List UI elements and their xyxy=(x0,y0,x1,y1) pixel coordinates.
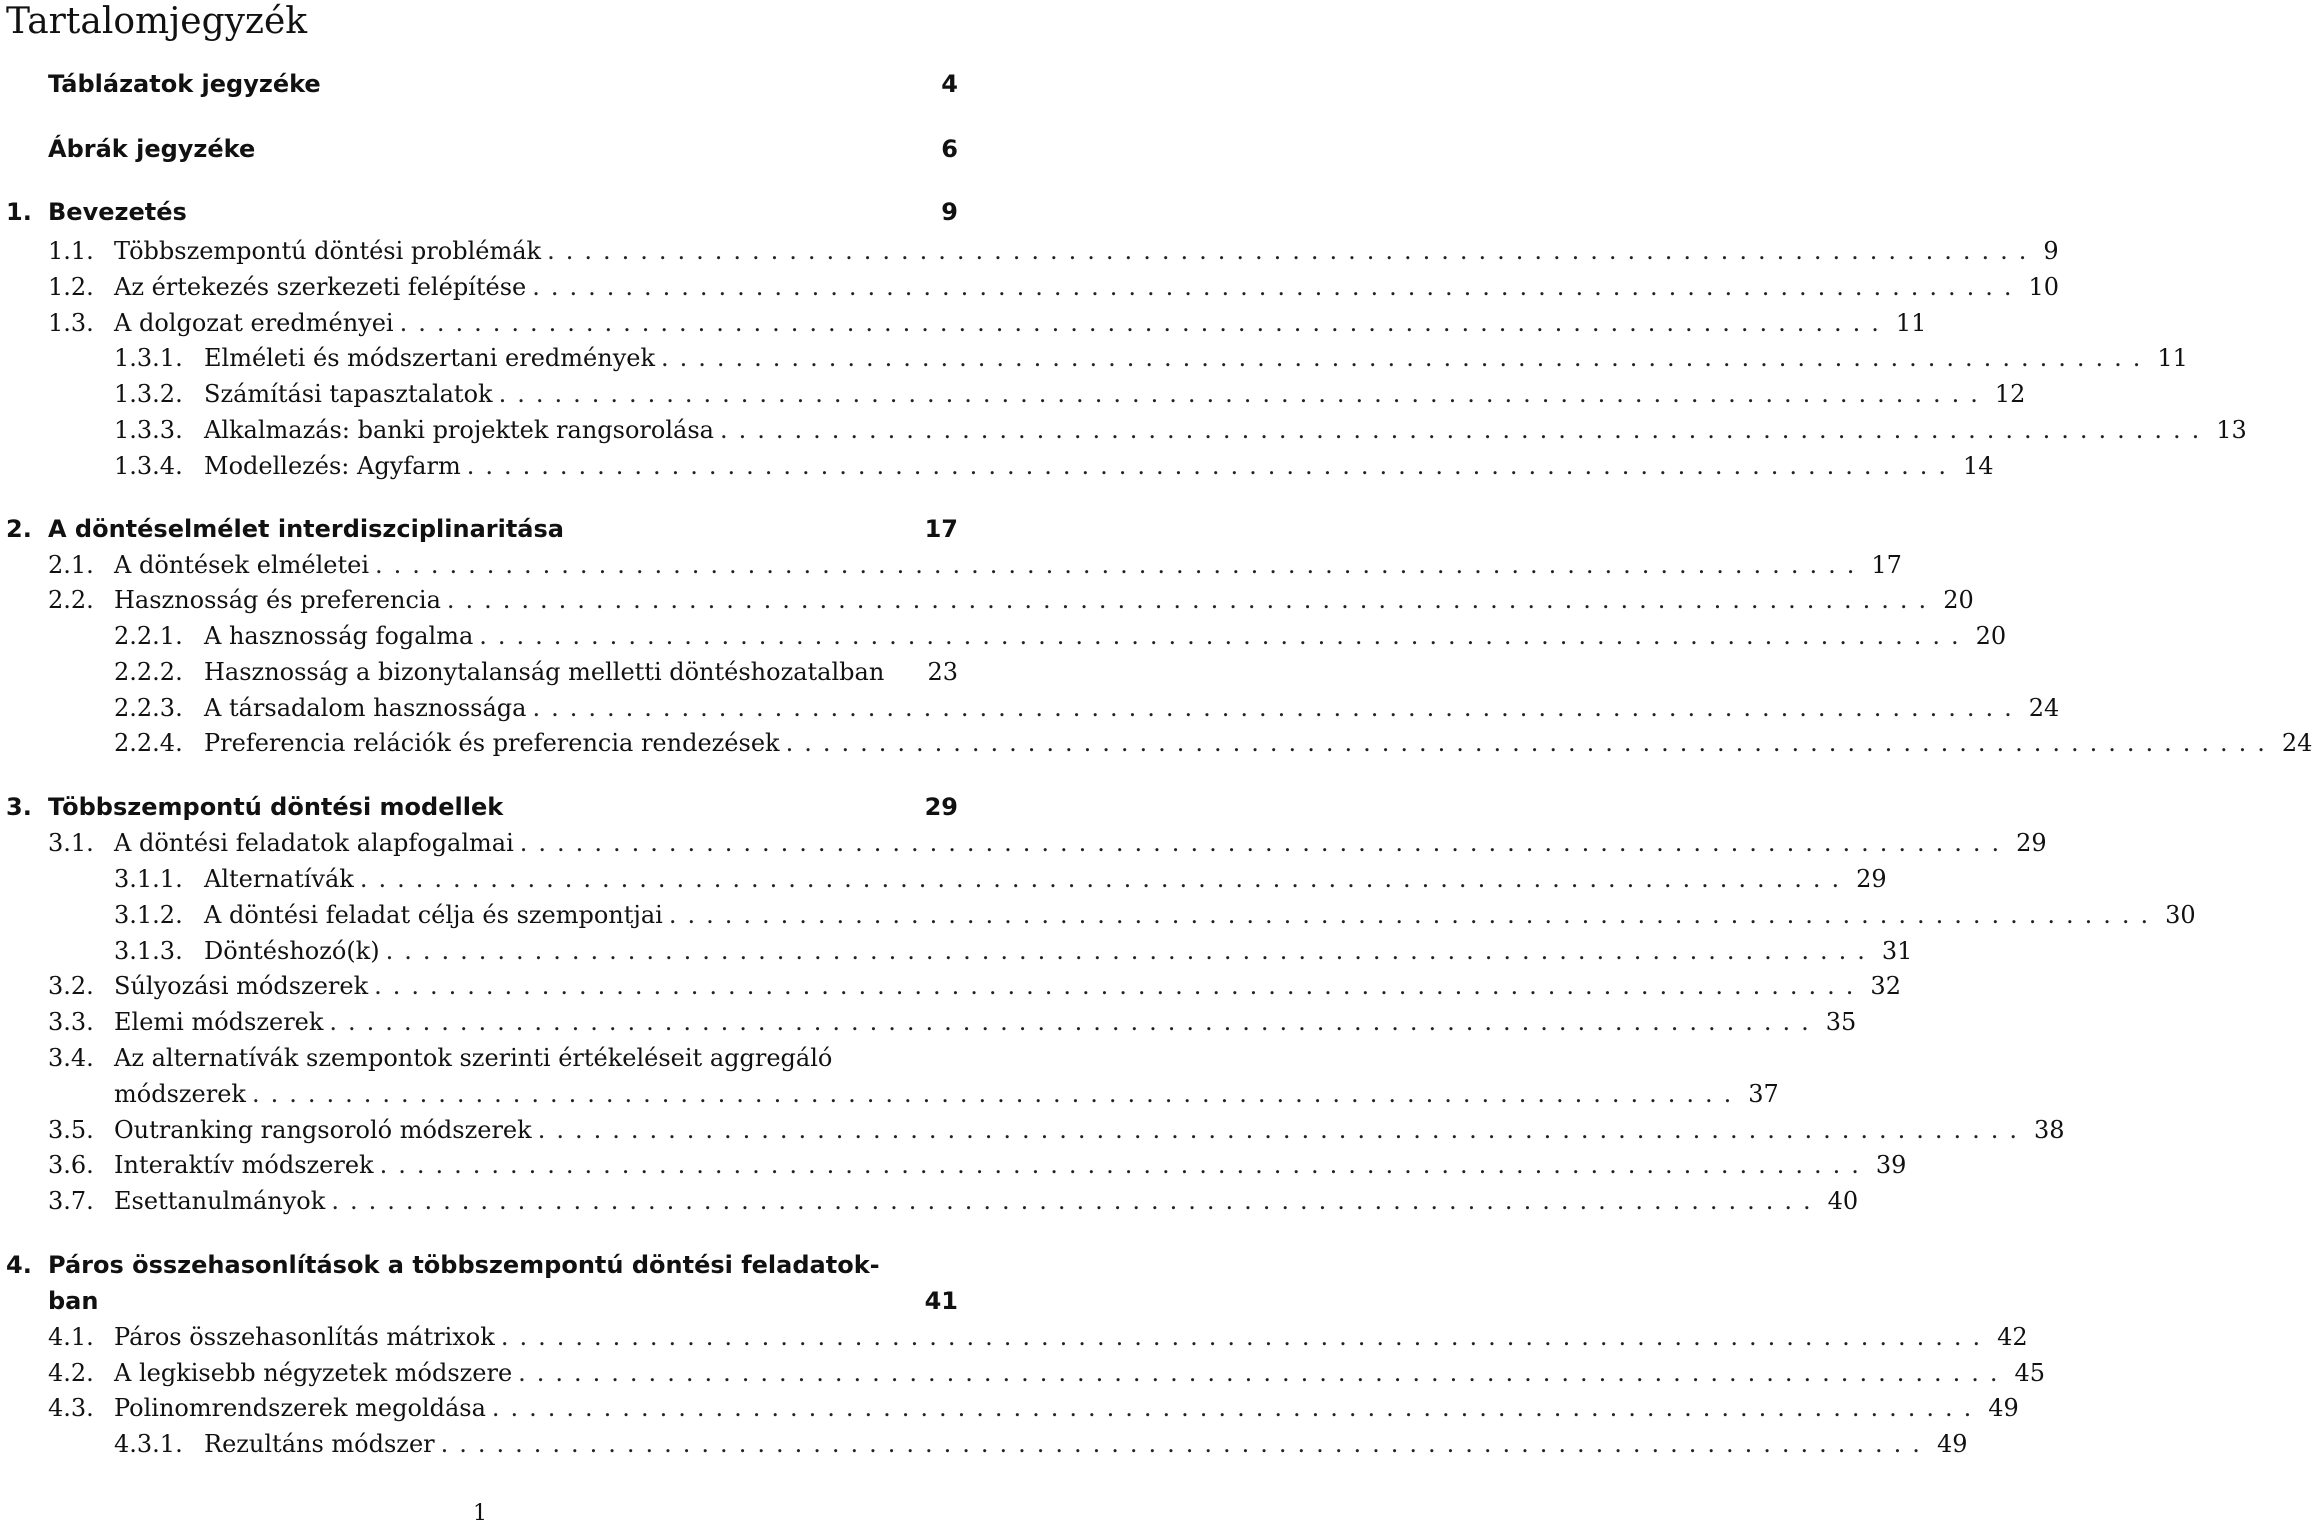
toc-entry-number: 4. xyxy=(6,1251,32,1279)
toc-leader-dots: ................................................................................ xyxy=(374,972,1865,1000)
toc-entry[interactable] xyxy=(0,901,2196,935)
toc-leader-dots: ................................................................................ xyxy=(661,344,2152,372)
toc-entry[interactable] xyxy=(0,70,960,104)
toc-entry-page: 49 xyxy=(1936,1430,1968,1458)
toc-entry-number: 2.2.3. xyxy=(114,694,183,722)
toc-leader-dots: ................................................................................ xyxy=(532,694,2023,722)
toc-entry-title: Számítási tapasztalatok xyxy=(204,380,493,408)
toc-entry-page: 42 xyxy=(1997,1323,2028,1351)
toc-entry-title: Outranking rangsoroló módszerek xyxy=(114,1116,532,1144)
toc-entry[interactable] xyxy=(0,515,960,549)
toc-entry-page: 29 xyxy=(924,793,958,821)
toc-entry-title: Polinomrendszerek megoldása xyxy=(114,1394,486,1422)
toc-leader-dots: ................................................................................ xyxy=(399,309,1890,337)
toc-entry-page: 6 xyxy=(941,135,958,163)
toc-entry[interactable] xyxy=(0,1323,2028,1357)
toc-leader-dots: ................................................................................ xyxy=(379,1151,1870,1179)
toc-entry[interactable] xyxy=(0,237,2059,271)
toc-entry-page: 49 xyxy=(1988,1394,2019,1422)
toc-entry-title: Páros összehasonlítás mátrixok xyxy=(114,1323,495,1351)
toc-entry-number: 1.2. xyxy=(48,273,94,301)
toc-entry[interactable] xyxy=(0,273,2060,307)
toc-entry[interactable] xyxy=(0,135,960,169)
toc-entry[interactable] xyxy=(0,937,1913,971)
toc-leader-dots: ................................................................................ xyxy=(440,1430,1931,1458)
toc-entry[interactable] xyxy=(0,1044,960,1078)
toc-entry-title: A hasznosság fogalma xyxy=(204,622,474,650)
toc-entry-title: A dolgozat eredményei xyxy=(114,309,394,337)
toc-entry-number: 4.3. xyxy=(48,1394,94,1422)
toc-entry[interactable] xyxy=(0,972,1901,1006)
toc-entry[interactable] xyxy=(0,1251,960,1285)
toc-entry-title: A döntések elméletei xyxy=(114,551,370,579)
toc-entry-page: 17 xyxy=(924,515,958,543)
toc-entry[interactable] xyxy=(0,309,1927,343)
toc-entry-number: 2.2.2. xyxy=(114,658,183,686)
toc-entry-title: Elméleti és módszertani eredmények xyxy=(204,344,656,372)
toc-entry-number: 3.3. xyxy=(48,1008,94,1036)
toc-entry-number: 3.6. xyxy=(48,1151,94,1179)
toc-entry-title: Interaktív módszerek xyxy=(114,1151,374,1179)
toc-leader-dots: ................................................................................ xyxy=(359,865,1851,893)
toc-entry[interactable] xyxy=(0,1187,1859,1221)
toc-entry-title: A döntési feladatok alapfogalmai xyxy=(114,829,514,857)
toc-entry-number: 1.3.3. xyxy=(114,416,183,444)
toc-entry-number: 3.1.3. xyxy=(114,937,183,965)
page-number: 1 xyxy=(473,1501,487,1526)
toc-entry-title: Alternatívák xyxy=(204,865,354,893)
toc-entry-title: Többszempontú döntési modellek xyxy=(48,793,504,821)
toc-entry-title: Döntéshozó(k) xyxy=(204,937,380,965)
toc-leader-dots: ................................................................................ xyxy=(385,937,1876,965)
toc-entry-title: Elemi módszerek xyxy=(114,1008,324,1036)
toc-entry-title: Az értekezés szerkezeti felépítése xyxy=(114,273,527,301)
toc-entry[interactable] xyxy=(0,865,1887,899)
toc-entry-title: Hasznosság a bizonytalanság melletti döntéshozatalban xyxy=(204,658,885,686)
toc-entry-title: A legkisebb négyzetek módszere xyxy=(114,1359,513,1387)
toc-leader-dots: ................................................................................ xyxy=(466,452,1958,480)
toc-leader-dots: ................................................................................ xyxy=(518,1359,2009,1387)
toc-entry-page: 31 xyxy=(1881,937,1913,965)
toc-entry-page: 12 xyxy=(1994,380,2026,408)
toc-leader-dots: ................................................................................ xyxy=(329,1008,1820,1036)
toc-entry-number: 2. xyxy=(6,515,32,543)
toc-leader-dots: ................................................................................ xyxy=(500,1323,1992,1351)
toc-entry[interactable] xyxy=(0,380,2026,414)
toc-leader-dots: ................................................................................ xyxy=(491,1394,1983,1422)
toc-entry-number: 4.3.1. xyxy=(114,1430,183,1458)
toc-entry-number: 2.1. xyxy=(48,551,94,579)
toc-entry-page: 14 xyxy=(1963,452,1994,480)
toc-leader-dots: ................................................................................ xyxy=(547,237,2038,265)
toc-leader-dots: ................................................................................ xyxy=(719,416,2211,444)
toc-leader-dots: ................................................................................ xyxy=(331,1187,1822,1215)
page-title: Tartalomjegyzék xyxy=(6,1,308,42)
toc-entry[interactable] xyxy=(0,1394,2019,1428)
toc-entry-title: ban xyxy=(48,1287,99,1315)
toc-entry-page: 9 xyxy=(941,198,958,226)
toc-entry[interactable] xyxy=(0,551,1902,585)
toc-entry-title: Alkalmazás: banki projektek rangsorolása xyxy=(204,416,714,444)
toc-entry[interactable] xyxy=(0,1287,960,1321)
toc-entry-number: 2.2.1. xyxy=(114,622,183,650)
toc-leader-dots: ................................................................................ xyxy=(519,829,2011,857)
toc-entry[interactable] xyxy=(0,1008,1857,1042)
toc-entry-page: 4 xyxy=(941,70,958,98)
toc-entry-number: 3.1.1. xyxy=(114,865,183,893)
toc-leader-dots: ................................................................................ xyxy=(251,1080,1743,1108)
toc-entry[interactable] xyxy=(0,658,960,692)
toc-entry-page: 24 xyxy=(2281,729,2312,757)
toc-entry-number: 2.2. xyxy=(48,586,94,614)
toc-entry-page: 9 xyxy=(2043,237,2059,265)
toc-leader-dots: ................................................................................ xyxy=(532,273,2023,301)
toc-entry[interactable] xyxy=(0,1116,2065,1150)
toc-entry-page: 35 xyxy=(1825,1008,1857,1036)
toc-entry-page: 20 xyxy=(1943,586,1974,614)
toc-entry[interactable] xyxy=(0,344,2188,378)
toc-entry-number: 1.3.2. xyxy=(114,380,183,408)
toc-entry-title: Preferencia relációk és preferencia rendezések xyxy=(204,729,780,757)
toc-entry-page: 37 xyxy=(1748,1080,1779,1108)
toc-entry-page: 30 xyxy=(2165,901,2196,929)
toc-entry-title: Súlyozási módszerek xyxy=(114,972,369,1000)
toc-entry-title: Ábrák jegyzéke xyxy=(48,135,256,163)
toc-entry-title: A döntéselmélet interdiszciplinaritása xyxy=(48,515,564,543)
toc-leader-dots: ................................................................................ xyxy=(479,622,1970,650)
toc-entry[interactable] xyxy=(0,198,960,232)
toc-entry-page: 29 xyxy=(2016,829,2047,857)
toc-leader-dots: ................................................................................ xyxy=(498,380,1989,408)
toc-entry-number: 2.2.4. xyxy=(114,729,183,757)
toc-entry-page: 39 xyxy=(1875,1151,1907,1179)
toc-entry[interactable] xyxy=(0,1151,1907,1185)
toc-entry-number: 4.2. xyxy=(48,1359,94,1387)
toc-entry-number: 3.2. xyxy=(48,972,94,1000)
toc-entry-page: 41 xyxy=(924,1287,958,1315)
toc-entry-page: 20 xyxy=(1975,622,2007,650)
toc-entry-number: 3.7. xyxy=(48,1187,94,1215)
toc-entry-title: A társadalom hasznossága xyxy=(204,694,527,722)
toc-entry-title: Modellezés: Agyfarm xyxy=(204,452,461,480)
toc-entry[interactable] xyxy=(0,416,2247,450)
toc-entry-page: 11 xyxy=(2157,344,2188,372)
toc-entry[interactable] xyxy=(0,829,2047,863)
toc-leader-dots: ................................................................................ xyxy=(785,729,2276,757)
toc-entry-number: 3.4. xyxy=(48,1044,94,1072)
toc-entry-title: módszerek xyxy=(114,1080,246,1108)
toc-entry-page: 29 xyxy=(1856,865,1887,893)
toc-entry-title: A döntési feladat célja és szempontjai xyxy=(204,901,663,929)
toc-entry-number: 3. xyxy=(6,793,32,821)
toc-entry[interactable] xyxy=(0,452,1994,486)
toc-leader-dots: ................................................................................ xyxy=(537,1116,2028,1144)
toc-entry-title: Többszempontú döntési problémák xyxy=(114,237,542,265)
toc-entry[interactable] xyxy=(0,1430,1968,1464)
toc-entry-number: 1.3.1. xyxy=(114,344,183,372)
toc-entry-page: 23 xyxy=(927,658,958,686)
toc-entry-page: 45 xyxy=(2014,1359,2046,1387)
toc-entry-title: Hasznosság és preferencia xyxy=(114,586,441,614)
toc-entry-number: 3.5. xyxy=(48,1116,94,1144)
toc-entry-page: 13 xyxy=(2216,416,2247,444)
toc-entry-number: 3.1.2. xyxy=(114,901,183,929)
toc-entry-page: 17 xyxy=(1871,551,1902,579)
toc-entry-title: Páros összehasonlítások a többszempontú döntési feladatok- xyxy=(48,1251,880,1279)
toc-leader-dots: ................................................................................ xyxy=(446,586,1938,614)
toc-entry-page: 32 xyxy=(1870,972,1901,1000)
toc-entry-title: Az alternatívák szempontok szerinti értékeléseit aggregáló xyxy=(114,1044,833,1072)
toc-entry[interactable] xyxy=(0,1359,2046,1393)
toc-entry-number: 3.1. xyxy=(48,829,94,857)
toc-entry[interactable] xyxy=(0,793,960,827)
toc-leader-dots: ................................................................................ xyxy=(375,551,1866,579)
toc-entry-number: 1. xyxy=(6,198,32,226)
toc-entry[interactable] xyxy=(0,622,2007,656)
toc-entry[interactable] xyxy=(0,586,1974,620)
toc-entry-page: 24 xyxy=(2028,694,2060,722)
toc-entry-page: 11 xyxy=(1895,309,1927,337)
toc-entry-page: 40 xyxy=(1827,1187,1859,1215)
toc-entry-title: Esettanulmányok xyxy=(114,1187,326,1215)
toc-entry-title: Rezultáns módszer xyxy=(204,1430,435,1458)
toc-entry-number: 1.3.4. xyxy=(114,452,183,480)
toc-entry[interactable] xyxy=(0,1080,1779,1114)
toc-entry[interactable] xyxy=(0,694,2060,728)
toc-leader-dots: ................................................................................ xyxy=(668,901,2160,929)
toc-entry-page: 10 xyxy=(2028,273,2060,301)
toc-entry-number: 1.1. xyxy=(48,237,94,265)
toc-entry-title: Táblázatok jegyzéke xyxy=(48,70,321,98)
toc-entry-page: 38 xyxy=(2034,1116,2065,1144)
toc-entry-number: 4.1. xyxy=(48,1323,94,1351)
toc-entry-title: Bevezetés xyxy=(48,198,187,226)
toc-entry[interactable] xyxy=(0,729,2312,763)
toc-entry-number: 1.3. xyxy=(48,309,94,337)
